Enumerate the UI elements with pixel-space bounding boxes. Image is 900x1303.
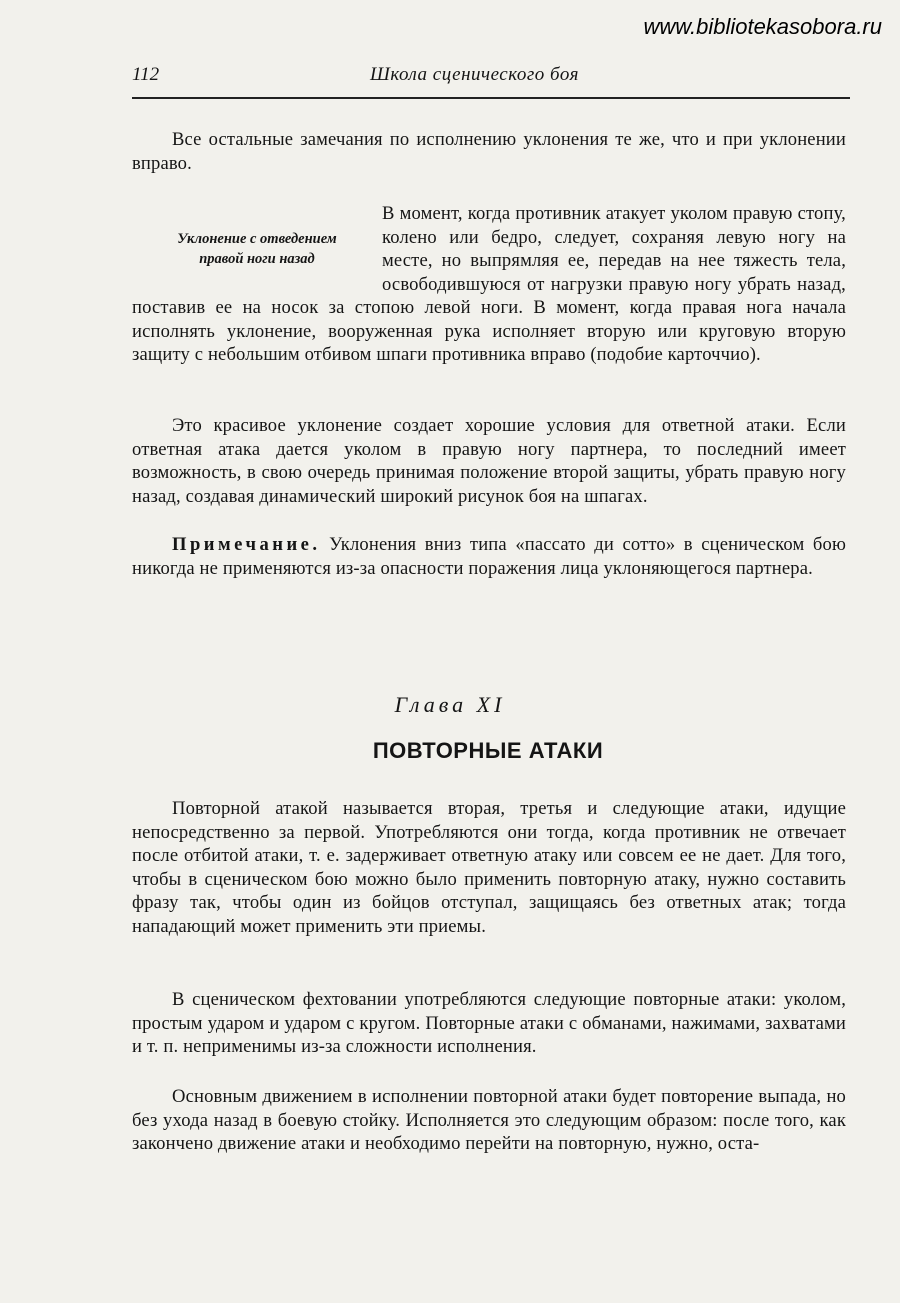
chapter-paragraph-3-text: Основным движением в исполнении повторной атаки будет повторение выпада, но без ухода назад в боевую стойку. Исполняется это следующим образом: после того, как закончено движение атаки и необходимо перейти на повторную, нужно, оста- (132, 1086, 846, 1154)
paragraph-evasion (132, 202, 846, 367)
site-watermark: www.bibliotekasobora.ru (643, 14, 882, 39)
margin-note-line-1: Уклонение с отведением (177, 231, 337, 247)
note-text: Уклонения вниз типа «пассато ди сотто» в сценическом бою никогда не применяются из-за опасности поражения лица уклоняющегося партнера. (132, 534, 846, 579)
margin-note-line-2: правой ноги назад (199, 251, 315, 267)
intro-paragraph (132, 128, 846, 175)
intro-text: Все остальные замечания по исполнению уклонения те же, что и при уклонении вправо. (132, 129, 846, 174)
running-title: Школа сценического боя (370, 64, 579, 85)
chapter-paragraph-2 (132, 988, 846, 1059)
header-rule (132, 97, 850, 99)
note-label: Примечание. (172, 534, 321, 555)
chapter-label: Глава XI (394, 692, 506, 717)
paragraph-evasion-text: В момент, когда противник атакует уколом правую стопу, колено или бедро, следует, сохраняя левую ногу на месте, но выпрямляя ее, передав на нее тяжесть тела, освободившуюся от нагрузки правую ногу убрать назад, поставив ее на носок за стопою левой ноги. В момент, когда правая нога начала исполнять уклонение, вооруженная рука исполняет вторую или круговую вторую защиту с небольшим отбивом шпаги противника вправо (подобие карточчио). (132, 203, 846, 365)
paragraph-beautiful-evasion-text: Это красивое уклонение создает хорошие условия для ответной атаки. Если ответная атака дается уколом в правую ногу партнера, то последний имеет возможность, в свою очередь принимая положение второй защиты, убрать правую ногу назад, создавая динамический широкий рисунок боя на шпагах. (132, 415, 846, 507)
chapter-title: ПОВТОРНЫЕ АТАКИ (372, 738, 604, 763)
chapter-paragraph-2-text: В сценическом фехтовании употребляются следующие повторные атаки: уколом, простым ударом и ударом с кругом. Повторные атаки с обманами, нажимами, захватами и т. п. неприменимы из-за сложности исполнения. (132, 989, 846, 1057)
note-paragraph (132, 533, 846, 580)
paragraph-beautiful-evasion (132, 414, 846, 508)
float-spacer (132, 202, 382, 296)
chapter-paragraph-1 (132, 797, 846, 938)
page-number: 112 (132, 64, 160, 85)
chapter-paragraph-1-text: Повторной атакой называется вторая, третья и следующие атаки, идущие непосредственно за первой. Употребляются они тогда, когда противник не отвечает после отбитой атаки, т. е. задерживает ответную атаку или совсем ее не дает. Для того, чтобы в сценическом бою можно было применить повторную атаку, нужно составить фразу так, чтобы один из бойцов отступал, защищаясь без ответных атак; тогда нападающий может применить эти приемы. (132, 798, 846, 937)
chapter-paragraph-3 (132, 1085, 846, 1156)
